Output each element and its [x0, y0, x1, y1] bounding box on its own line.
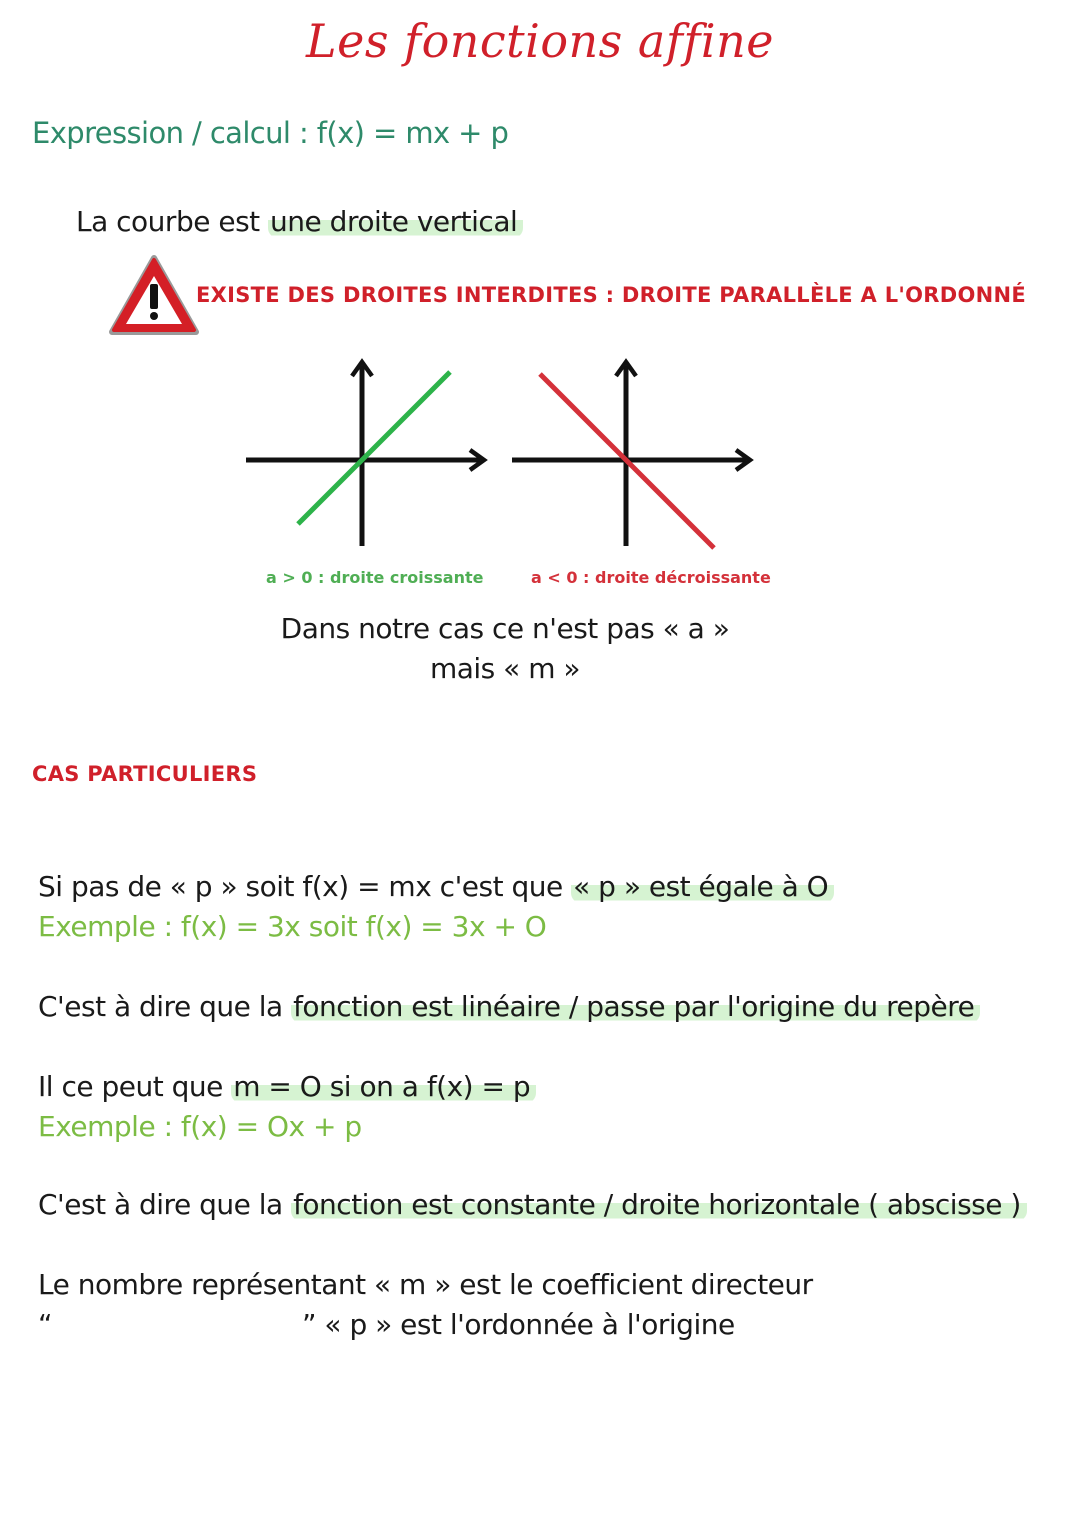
decreasing-caption: a < 0 : droite décroissante [531, 568, 771, 587]
constante-prefix: C'est à dire que la [38, 1188, 292, 1221]
decreasing-line-graph [506, 352, 766, 552]
warning-text: EXISTE DES DROITES INTERDITES : DROITE PARALLÈLE A L'ORDONNÉ [196, 283, 1027, 307]
m-zero-example: Exemple : f(x) = Ox + p [38, 1110, 362, 1143]
note-line-2: mais « m » [429, 652, 581, 685]
lineaire-line [38, 990, 980, 1023]
definition-line-1: Le nombre représentant « m » est le coefficient directeur [38, 1268, 813, 1301]
p-absent-example: Exemple : f(x) = 3x soit f(x) = 3x + O [38, 910, 547, 943]
m-zero-highlight: m = O si on a f(x) = p [231, 1070, 536, 1103]
page-title: Les fonctions affine [306, 14, 774, 68]
p-absent-prefix: Si pas de « p » soit f(x) = mx c'est que [38, 870, 572, 903]
courbe-prefix: La courbe est [76, 205, 269, 238]
m-zero-line [38, 1070, 536, 1103]
m-zero-prefix: Il ce peut que [38, 1070, 232, 1103]
ditto-mark: “ [38, 1308, 53, 1341]
p-absent-line [38, 870, 834, 903]
increasing-caption: a > 0 : droite croissante [266, 568, 484, 587]
section-heading-cas-particuliers: CAS PARTICULIERS [32, 762, 258, 786]
warning-triangle-icon [108, 254, 200, 338]
note-line-1: Dans notre cas ce n'est pas « a » [280, 612, 730, 645]
constante-line [38, 1188, 1027, 1221]
courbe-highlight: une droite vertical [268, 205, 523, 238]
lineaire-prefix: C'est à dire que la [38, 990, 292, 1023]
increasing-line [298, 372, 450, 524]
definition-line-2: ” « p » est l'ordonnée à l'origine [302, 1308, 735, 1341]
constante-highlight: fonction est constante / droite horizontale ( abscisse ) [291, 1188, 1027, 1221]
lineaire-highlight: fonction est linéaire / passe par l'origine du repère [291, 990, 980, 1023]
p-absent-highlight: « p » est égale à O [571, 870, 834, 903]
courbe-line [76, 205, 523, 238]
increasing-line-graph [240, 352, 500, 552]
expression-line: Expression / calcul : f(x) = mx + p [32, 116, 509, 150]
